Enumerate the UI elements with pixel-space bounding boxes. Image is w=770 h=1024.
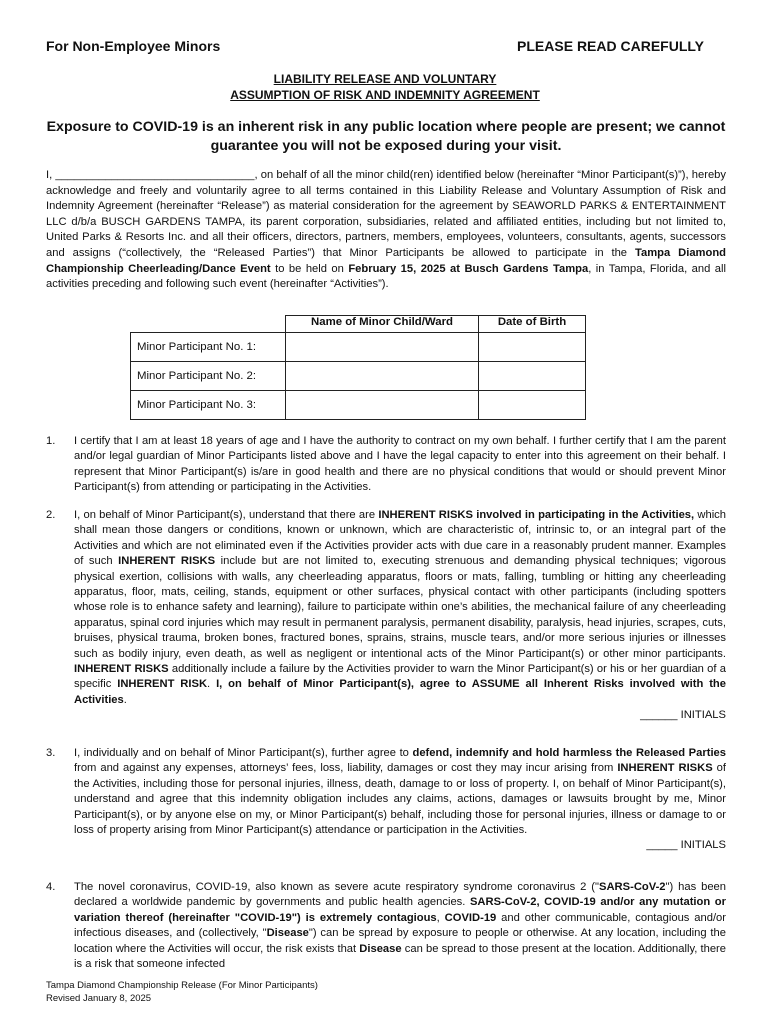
initials-field[interactable]: ______ INITIALS [640, 709, 726, 722]
minor-participants-table [130, 315, 586, 420]
bold-run: COVID-19 [444, 911, 497, 924]
covid-notice: Exposure to COVID-19 is an inherent risk in any public location where people are present; we cannot guarantee you will not be exposed during your visit. [46, 119, 726, 154]
header-blank-cell [131, 316, 286, 333]
row-label: Minor Participant No. 2: [131, 362, 286, 391]
column-header-dob: Date of Birth [479, 316, 586, 333]
section-4 [46, 880, 726, 972]
text-run: which shall mean those dangers or conditions, known or unknown, which are characteristic of, intrinsic to, or an integral part of the Activities and which are not eliminated even if the Activities provider acts with due care in a reasonably prudent manner. Examples of such [74, 509, 726, 568]
text-run: include but are not limited to, executing strenuous and demanding physical techniques; vigorous physical exertion, collisions with walls, any cheerleading apparatus, floors or mats, falling, tumbling or hitting any cheerleading apparatus, floor, mats, ceiling, stands, equipment or other surfaces, physical contact with other participants (including spotters whose role is to enhance safety and learning), failure to participate within one’s abilities, the mechanical failure of any cheerleading apparatus, spinal cord injuries which may result in permanent paralysis, permanent disability, paralysis, head injuries, scrapes, cuts, bruises, physical trauma, broken bones, fractured bones, sprains, strains, muscle tears, and/or more serious injuries or illnesses such as bodily injury, even death, as well as negligent or intentional acts of the Minor Participant(s) or other minor participants. [74, 555, 727, 660]
section-number: 2. [46, 509, 56, 521]
table-header-row [131, 316, 586, 333]
text-run: ") can be spread by exposure to people or otherwise. At any location, including the location where the Activities will occur, the risk exists that [74, 927, 726, 955]
bold-run: INHERENT RISK [117, 678, 208, 691]
text-run: can be spread to those present at the location. Additionally, there is a risk that someone infected [74, 942, 726, 971]
event-name: Tampa Diamond Championship Cheerleading/Dance Event [46, 246, 726, 275]
section-text [74, 746, 726, 838]
section-text [74, 508, 726, 708]
text-run: from and against any expenses, attorneys’ fees, loss, liability, damages or cost they may incur arising from [74, 762, 618, 775]
text-run: and other communicable, contagious and/or infectious diseases, and (collectively, " [74, 911, 727, 940]
bold-run: Disease [266, 927, 309, 940]
section-text [74, 880, 726, 972]
section-3 [46, 746, 726, 854]
document-title-line-1: LIABILITY RELEASE AND VOLUNTARY [273, 72, 497, 86]
minor-dob-field[interactable] [479, 391, 586, 420]
row-label: Minor Participant No. 1: [131, 333, 286, 362]
row-label: Minor Participant No. 3: [131, 391, 286, 420]
event-date: February 15, 2025 at Busch Gardens Tampa [348, 262, 589, 275]
minor-dob-field[interactable] [479, 333, 586, 362]
table-row [131, 333, 586, 362]
bold-run: SARS-CoV-2 [599, 881, 666, 893]
text-run: , [436, 911, 445, 924]
intro-text-c: , in Tampa, Florida, and all activities preceding and following such event (hereinafter “Activities”). [46, 262, 726, 291]
minor-name-field[interactable] [286, 362, 479, 391]
bold-run: INHERENT RISKS [74, 663, 169, 676]
footer-revision-date: Revised January 8, 2025 [46, 993, 152, 1004]
section-1 [46, 434, 726, 496]
section-2 [46, 508, 726, 724]
intro-text-b: to be held on [270, 262, 349, 275]
bold-run: I, on behalf of Minor Participant(s), agree to ASSUME all Inherent Risks involved with the Activities [74, 678, 726, 706]
bold-run: INHERENT RISKS [118, 555, 216, 568]
column-header-name: Name of Minor Child/Ward [286, 316, 479, 333]
text-run: I, on behalf of Minor Participant(s), understand that there are [74, 509, 379, 521]
document-title-line-2: ASSUMPTION OF RISK AND INDEMNITY AGREEMENT [230, 88, 540, 102]
read-carefully-notice: PLEASE READ CAREFULLY [517, 38, 704, 54]
table-row [131, 391, 586, 420]
text-run: of the Activities, including those for personal injuries, illness, death, damage to or loss of property. I, on behalf of Minor Participant(s), understand and agree that this indemnity obligation includes any claims, actions, damages or lawsuits brought by me, Minor Participant(s), or by anyone else on my, or Minor Participant(s) behalf, including those for personal injuries, illness or damage to or loss of property arising from Minor Participant(s) attendance or participation in the Activities. [74, 762, 726, 837]
bold-run: defend, indemnify and hold harmless the Released Parties [412, 747, 726, 759]
initials-field[interactable]: _____ INITIALS [646, 839, 726, 852]
bold-run: INHERENT RISKS [617, 762, 713, 775]
minor-name-field[interactable] [286, 391, 479, 420]
minor-name-field[interactable] [286, 333, 479, 362]
bold-run: SARS-CoV-2, COVID-19 and/or any mutation or variation thereof (hereinafter "COVID-19") is extremely contagious [74, 896, 726, 924]
text-run: additionally include a failure by the Activities provider to warn the Minor Participant(s) or his or her guardian of a specific [74, 663, 727, 691]
table-row [131, 362, 586, 391]
intro-text-a: I, ________________________________, on behalf of all the minor child(ren) identified below (hereinafter “Minor Participant(s)”), hereby acknowledge and freely and voluntarily agree to all terms contained in this Liability Release and Voluntary Assumption of Risk and Indemnity Agreement (hereinafter “Release”) as material consideration for the agreement by SEAWORLD PARKS & ENTERTAINMENT LLC d/b/a BUSCH GARDENS TAMPA, its parent corporation, subsidiaries, related and affiliated entities, including but not limited to, United Parks & Resorts Inc. and all their officers, directors, partners, members, employees, volunteers, consultants, agents, successors and assigns (“collectively, the “Released Parties”) that Minor Participants be allowed to participate in the [46, 169, 726, 259]
page-footer [46, 979, 318, 1005]
section-number: 1. [46, 435, 56, 447]
footer-document-name: Tampa Diamond Championship Release (For Minor Participants) [46, 980, 318, 991]
text-run: The novel coronavirus, COVID-19, also known as severe acute respiratory syndrome coronavirus 2 (" [74, 881, 600, 893]
bold-run: Disease [359, 942, 402, 955]
text-run: I, individually and on behalf of Minor Participant(s), further agree to [74, 747, 413, 759]
minor-dob-field[interactable] [479, 362, 586, 391]
text-run: ") has been declared a worldwide pandemic by governments and public health agencies. [74, 881, 726, 909]
section-text: I certify that I am at least 18 years of age and I have the authority to contract on my own behalf. I further certify that I am the parent and/or legal guardian of Minor Participants listed above and I have the legal capacity to enter into this agreement on their behalf. I represent that Minor Participant(s) is/are in good health and there are no physical conditions that would or should prevent Minor Participant(s) from attending or participating in the Activities. [74, 435, 726, 494]
section-number: 4. [46, 881, 56, 893]
section-number: 3. [46, 747, 56, 759]
text-run: . [207, 678, 217, 691]
document-category: For Non-Employee Minors [46, 38, 221, 54]
text-run: . [123, 693, 127, 706]
bold-run: INHERENT RISKS involved in participating in the Activities, [378, 509, 695, 521]
intro-paragraph [46, 168, 726, 293]
